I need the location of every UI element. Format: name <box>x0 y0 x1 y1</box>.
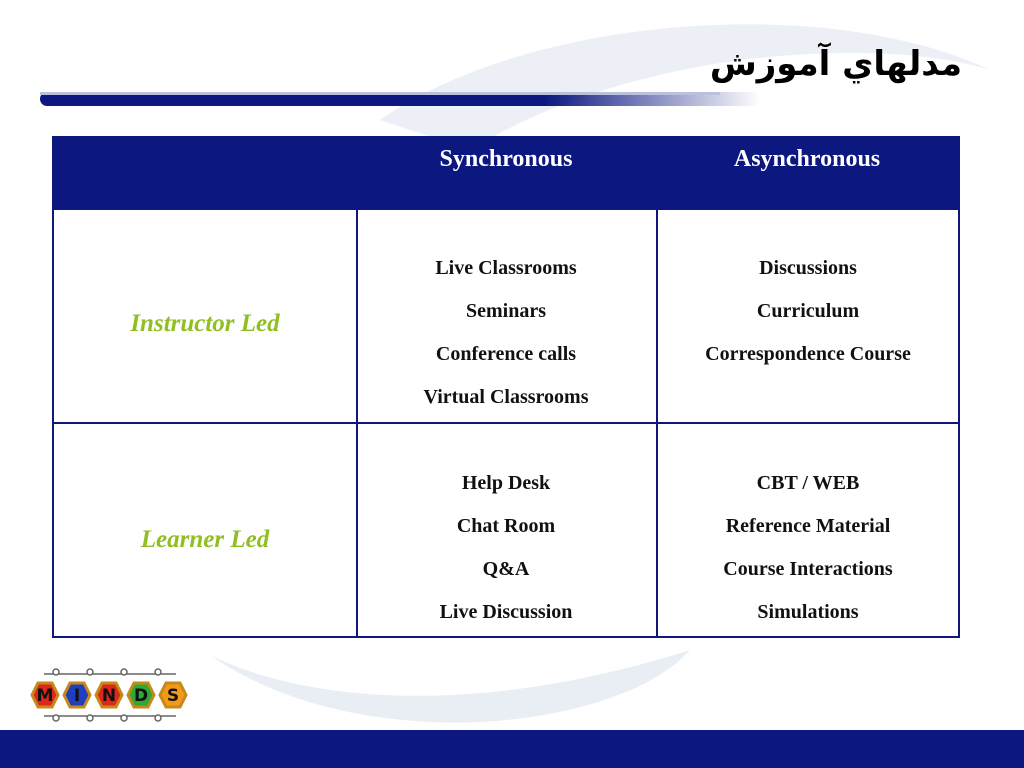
list-item: Simulations <box>757 601 859 623</box>
logo-letter-i: I <box>73 686 81 706</box>
logo-letter-n: N <box>101 686 117 706</box>
row-divider <box>54 422 958 424</box>
list-item: Conference calls <box>435 343 577 365</box>
list-item: Course Interactions <box>723 558 893 580</box>
footer-band <box>0 730 1024 768</box>
logo-letter-m: M <box>36 686 54 706</box>
header-asynchronous: Asynchronous <box>733 146 881 172</box>
row-label-learner-led: Learner Led <box>140 526 270 553</box>
list-item: Discussions <box>759 257 857 279</box>
table-header <box>54 138 958 210</box>
list-item: Chat Room <box>456 515 556 537</box>
list-item: Correspondence Course <box>705 343 911 365</box>
cell-learner-synchronous <box>356 462 656 634</box>
row-label-instructor-led: Instructor Led <box>130 310 280 337</box>
logo-letter-s: S <box>166 686 180 706</box>
list-item: Curriculum <box>756 300 860 322</box>
list-item: Virtual Classrooms <box>423 386 589 408</box>
list-item: Q&A <box>482 558 530 580</box>
list-item: Live Discussion <box>439 601 573 623</box>
list-item: Reference Material <box>725 515 891 537</box>
header-synchronous: Synchronous <box>439 146 573 172</box>
minds-logo <box>26 664 196 726</box>
logo-letter-d: D <box>133 686 149 706</box>
cell-instructor-synchronous <box>356 247 656 419</box>
slide-title: مدلهاي آموزش <box>709 44 962 84</box>
list-item: Help Desk <box>461 472 551 494</box>
list-item: CBT / WEB <box>756 472 860 494</box>
cell-instructor-asynchronous <box>658 247 958 376</box>
learning-models-table <box>52 136 960 638</box>
list-item: Seminars <box>466 300 546 322</box>
cell-learner-asynchronous <box>658 462 958 634</box>
list-item: Live Classrooms <box>435 257 577 279</box>
title-underline-bar <box>40 90 760 108</box>
